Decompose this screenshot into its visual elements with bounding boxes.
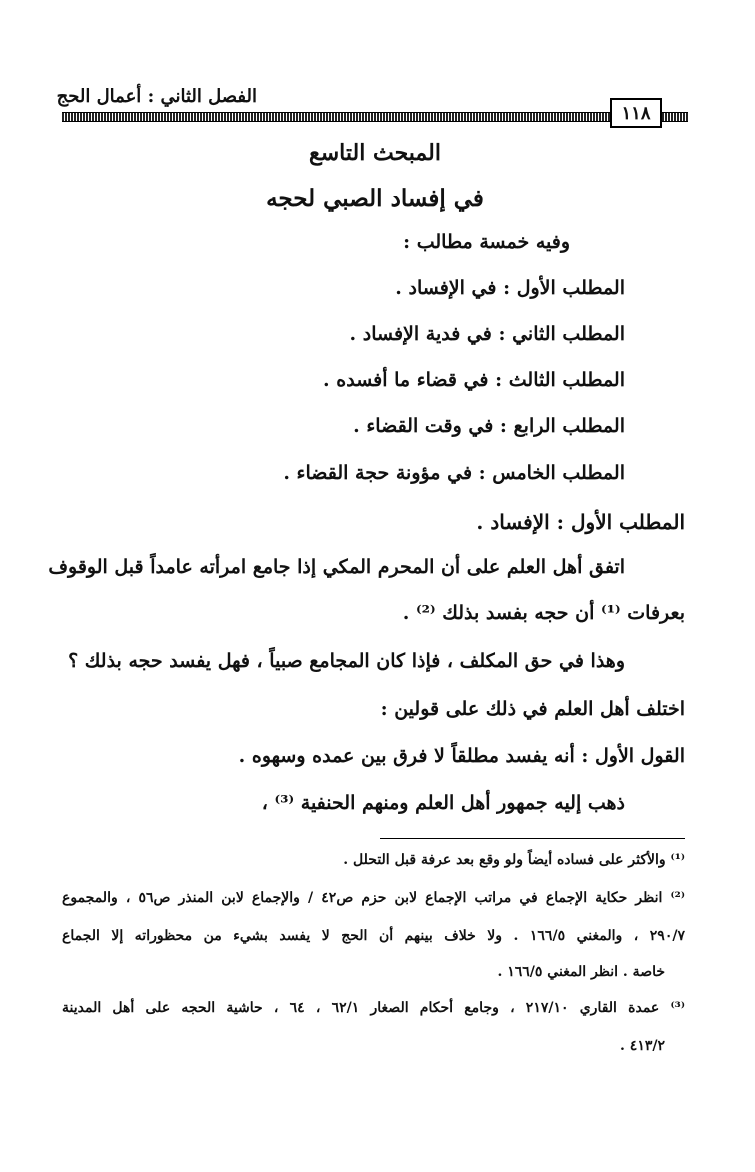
section-heading: المبحث التاسع	[309, 140, 441, 166]
paragraph-1-line-1: اتفق أهل العلم على أن المحرم المكي إذا جامع امرأته عامداً قبل الوقوف	[48, 556, 625, 578]
paragraph-1-line-2: بعرفات ⁽¹⁾ أن حجه بفسد بذلك ⁽²⁾ .	[402, 602, 685, 624]
footnote-3-line-2: ٤١٣/٢ .	[620, 1038, 665, 1054]
footnote-2-line-2: ٢٩٠/٧ ، والمغني ١٦٦/٥ . ولا خلاف بينهم أن الحج لا يفسد بشيء من محظوراته إلا الجماع	[62, 928, 685, 944]
paragraph-2: وهذا في حق المكلف ، فإذا كان المجامع صبياً ، فهل يفسد حجه بذلك ؟	[68, 650, 625, 672]
header-rule	[62, 112, 688, 122]
page-number: ١١٨	[610, 98, 662, 128]
toc-item-5: المطلب الخامس : في مؤونة حجة القضاء .	[283, 462, 625, 484]
paragraph-5: ذهب إليه جمهور أهل العلم ومنهم الحنفية ⁽³⁾ ،	[261, 792, 625, 814]
section-subtitle: في إفساد الصبي لحجه	[266, 185, 484, 212]
toc-item-1: المطلب الأول : في الإفساد .	[395, 277, 625, 299]
running-title: الفصل الثاني : أعمال الحج	[56, 86, 257, 107]
toc-item-2: المطلب الثاني : في فدية الإفساد .	[349, 323, 625, 345]
paragraph-4: القول الأول : أنه يفسد مطلقاً لا فرق بين عمده وسهوه .	[238, 745, 685, 767]
toc-item-3: المطلب الثالث : في قضاء ما أفسده .	[323, 369, 625, 391]
footnote-separator	[380, 838, 685, 839]
footnote-3-line-1: ⁽³⁾ عمدة القاري ٢١٧/١٠ ، وجامع أحكام الصغار ٦٢/١ ، ٦٤ ، حاشية الحجه على أهل المدينة	[62, 1000, 685, 1016]
paragraph-3: اختلف أهل العلم في ذلك على قولين :	[380, 698, 685, 720]
footnote-2-line-1: ⁽²⁾ انظر حكاية الإجماع في مراتب الإجماع لابن حزم ص٤٢ / والإجماع لابن المنذر ص٥٦ ، والمجموع	[62, 890, 685, 906]
footnote-2-line-3: خاصة . انظر المغني ١٦٦/٥ .	[497, 964, 665, 980]
toc-item-4: المطلب الرابع : في وقت القضاء .	[353, 415, 625, 437]
intro-line: وفيه خمسة مطالب :	[403, 231, 570, 253]
subsection-title: المطلب الأول : الإفساد .	[476, 510, 685, 534]
footnote-1: ⁽¹⁾ والأكثر على فساده أيضاً ولو وقع بعد عرفة قبل التحلل .	[343, 852, 685, 868]
